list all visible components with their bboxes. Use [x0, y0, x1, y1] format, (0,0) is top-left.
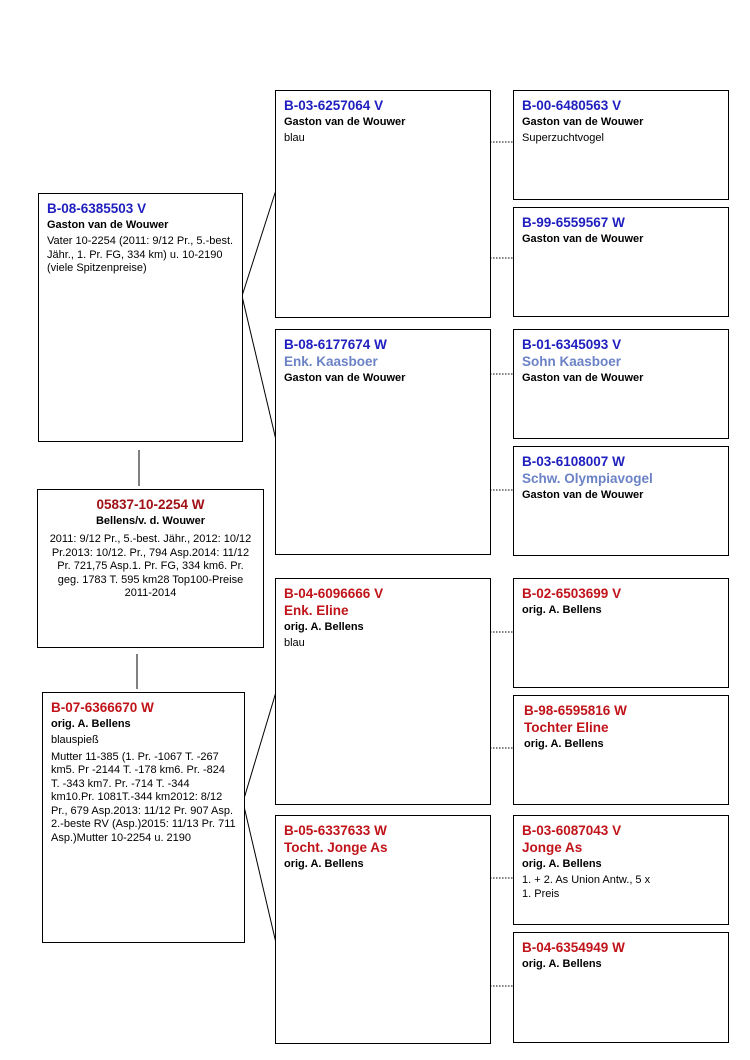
father-breeder: Gaston van de Wouwer — [47, 219, 169, 231]
paternal-grandfather-breeder: Gaston van de Wouwer — [284, 116, 406, 128]
mmf-ring-number: B-03-6087043 V — [522, 823, 622, 838]
main-info: 2011: 9/12 Pr., 5.-best. Jähr., 2012: 10/12 Pr.2013: 10/12. Pr., 794 Asp.2014: 11/12 Pr. 721,75 Asp.1. Pr. FG, 334 km6. Pr. geg. 1783 T. 595 km28 Top100-Preise 2011-2014 — [49, 533, 252, 599]
father-ring-number: B-08-6385503 V — [47, 201, 147, 216]
fmm-breeder: Gaston van de Wouwer — [522, 489, 644, 501]
main-breeder: Bellens/v. d. Wouwer — [95, 515, 205, 527]
great-grandparent-mmm-card — [513, 932, 729, 1043]
ffm-breeder: Gaston van de Wouwer — [522, 233, 644, 245]
maternal-grandmother-breeder: orig. A. Bellens — [284, 858, 364, 870]
fff-breeder: Gaston van de Wouwer — [522, 116, 644, 128]
great-grandparent-fff-card — [513, 90, 729, 200]
maternal-grandfather-info: blau — [284, 637, 305, 649]
mother-breeder: orig. A. Bellens — [51, 718, 131, 730]
great-grandparent-ffm-card — [513, 207, 729, 317]
paternal-grandmother-card — [275, 329, 491, 555]
mother-card — [42, 692, 245, 943]
ffm-ring-number: B-99-6559567 W — [522, 215, 625, 230]
paternal-grandfather-info: blau — [284, 132, 305, 144]
maternal-grandmother-name: Tocht. Jonge As — [284, 840, 388, 855]
maternal-grandfather-breeder: orig. A. Bellens — [284, 621, 364, 633]
mfm-name: Tochter Eline — [524, 720, 609, 735]
father-card — [38, 193, 243, 442]
great-grandparent-mmf-card — [513, 815, 729, 925]
great-grandparent-fmf-card — [513, 329, 729, 439]
mmf-breeder: orig. A. Bellens — [522, 858, 602, 870]
maternal-grandmother-ring-number: B-05-6337633 W — [284, 823, 387, 838]
maternal-grandfather-card — [275, 578, 491, 805]
great-grandparent-fmm-card — [513, 446, 729, 556]
main-ring-number: 05837-10-2254 W — [96, 497, 205, 512]
mfm-breeder: orig. A. Bellens — [524, 738, 604, 750]
maternal-grandfather-name: Enk. Eline — [284, 603, 349, 618]
paternal-grandfather-card — [275, 90, 491, 318]
mother-info: Mutter 11-385 (1. Pr. -1067 T. -267 km5. Pr -2144 T. -178 km6. Pr. -824 T. -343 km7. Pr. -714 T. -344 km10.Pr. 1081T.-344 km2012: 8/12 Pr., 679 Asp.2013: 11/12 Pr. 907 Asp. 2.-beste RV (Asp.)2015: 11/13 Pr. 711 Asp.)Mutter 10-2254 u. 2190 — [51, 750, 236, 844]
maternal-grandfather-ring-number: B-04-6096666 V — [284, 586, 384, 601]
paternal-grandmother-name: Enk. Kaasboer — [284, 354, 378, 369]
fmf-breeder: Gaston van de Wouwer — [522, 372, 644, 384]
main-pigeon-card — [37, 489, 264, 648]
mmf-info: 1. + 2. As Union Antw., 5 x 1. Preis — [522, 874, 651, 900]
mother-ring-number: B-07-6366670 W — [51, 700, 154, 715]
fmf-ring-number: B-01-6345093 V — [522, 337, 622, 352]
paternal-grandfather-ring-number: B-03-6257064 V — [284, 98, 384, 113]
fff-info: Superzuchtvogel — [522, 132, 604, 144]
fmf-name: Sohn Kaasboer — [522, 354, 622, 369]
mff-breeder: orig. A. Bellens — [522, 604, 602, 616]
father-info: Vater 10-2254 (2011: 9/12 Pr., 5.-best. Jähr., 1. Pr. FG, 334 km) u. 10-2190 (viele Spitzenpreise) — [47, 235, 234, 274]
paternal-grandmother-ring-number: B-08-6177674 W — [284, 337, 387, 352]
maternal-grandmother-card — [275, 815, 491, 1044]
mmf-name: Jonge As — [522, 840, 583, 855]
paternal-grandmother-breeder: Gaston van de Wouwer — [284, 372, 406, 384]
mfm-ring-number: B-98-6595816 W — [524, 703, 627, 718]
mother-color: blauspieß — [51, 734, 99, 746]
fff-ring-number: B-00-6480563 V — [522, 98, 622, 113]
mmm-breeder: orig. A. Bellens — [522, 958, 602, 970]
fmm-ring-number: B-03-6108007 W — [522, 454, 625, 469]
fmm-name: Schw. Olympiavogel — [522, 471, 653, 486]
great-grandparent-mff-card — [513, 578, 729, 688]
mff-ring-number: B-02-6503699 V — [522, 586, 622, 601]
great-grandparent-mfm-card — [513, 695, 729, 805]
mmm-ring-number: B-04-6354949 W — [522, 940, 625, 955]
